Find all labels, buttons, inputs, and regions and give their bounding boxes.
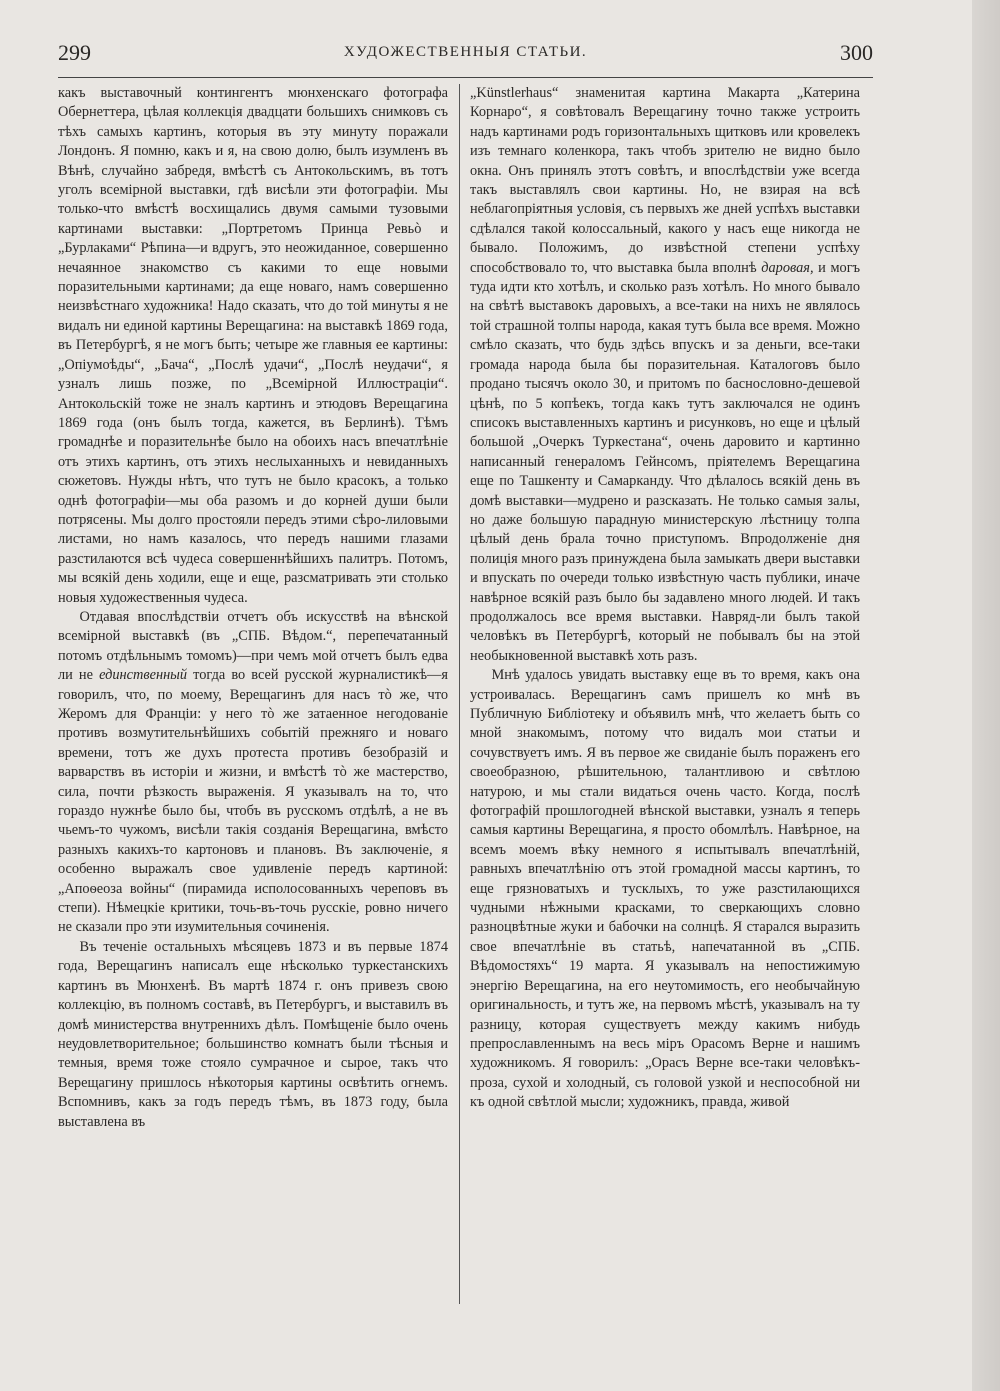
right-paragraph-1-emphasis: даровая,	[761, 259, 814, 276]
right-paragraph-1-text-b: и могъ туда идти кто хотѣлъ, и сколько разъ хотѣлъ. Но много бывало на свѣтѣ выставокъ даровыхъ, а все-таки на нихъ не являлось той страшной толпы народа, какая тутъ была все время. Можно смѣло сказать, что будь здѣсь впускъ и за деньги, все-таки громада народа была бы поразительная. Каталоговъ было продано тысячъ около 30, и притомъ по баснословно-дешевой цѣнѣ, по 5 копѣекъ, тогда какъ тутъ заключался не одинъ списокъ выставленныхъ картинъ и рисунковъ, но еще и цѣлый большой „Очеркъ Туркестана“, очень даровито и картинно написанный генераломъ Гейнсомъ, пріятелемъ Верещагина еще по Ташкенту и Самарканду. Что дѣлалось всякій день въ домѣ выставки—мудрено и разсказать. Не только самыя залы, но даже большую парадную министерскую лѣстницу толпа цѣлый день брала точно приступомъ. Впродолженіе дня полиція много разъ принуждена была замыкать двери выставки и впускать по очереди только извѣстную часть публики, иначе навѣрное всякій разъ было бы задавлено много людей. И такъ продолжалось все время выставки. Навряд-ли былъ такой человѣкъ въ Петербургѣ, который не побывалъ бы на этой необыкновенной выставкѣ хоть разъ.	[470, 259, 860, 664]
column-divider	[459, 84, 460, 1304]
right-page-number: 300	[840, 40, 873, 65]
page-header	[58, 40, 873, 74]
left-page-number: 299	[58, 40, 91, 65]
left-paragraph-2-text-b: тогда во всей русской журналистикѣ—я говорилъ, что, по моему, Верещагинъ для насъ тò же, что Жеромъ для Франціи: у него тò же затаенное негодованіе противъ возмутительнѣйшихъ событій прежняго и новаго времени, тотъ же духъ протеста противъ безобразій и варварствъ въ исторіи и жизни, и вмѣстѣ тò же мастерство, сила, почти рѣзкость выраженія. Я указывалъ на то, что гораздо нужнѣе было бы, чтобъ въ русскомъ отдѣлѣ, а не въ чьемъ-то чужомъ, висѣли такія созданія Верещагина, вмѣсто разныхъ какихъ-то картоновъ и плановъ. Въ заключеніе, я особенно выражалъ свое удивленіе передъ картиной: „Апоѳеоза войны“ (пирамида исполосованныхъ череповъ въ степи). Нѣмецкіе критики, точь-въ-точь русскіе, ровно ничего не сказали про эти изумительныя сочиненія.	[58, 667, 448, 936]
left-paragraph-2	[58, 608, 448, 938]
page-edge	[972, 0, 1000, 1391]
right-paragraph-1	[470, 84, 860, 666]
right-paragraph-1-text-a: „Künstlerhaus“ знаменитая картина Макарта „Катерина Корнаро“, я совѣтовалъ Верещагину точно также устроить надъ картинами родъ горизонтальныхъ щитковъ или кровелекъ изъ темнаго коленкора, такъ чтобъ зрителю не видно было окна. Онъ принялъ этотъ совѣтъ, и впослѣдствіи уже всегда такъ выставлялъ свои картины. Но, не взирая на всѣ неблагопріятныя условія, съ первыхъ же дней успѣхъ выставки сдѣлался такой колоссальный, какого у насъ еще никогда не бывало. Положимъ, до извѣстной степени успѣху способствовало то, что выставка была вполнѣ	[470, 85, 860, 276]
right-paragraph-2: Мнѣ удалось увидать выставку еще въ то время, какъ она устроивалась. Верещагинъ самъ пришелъ ко мнѣ въ Публичную Библіотеку и объявилъ мнѣ, что желаетъ быть со мной знакомымъ, потому что видалъ мои статьи и сочувствуетъ имъ. Я въ первое же свиданіе былъ пораженъ его своеобразною, рѣшительною, талантливою и свѣтлою натурою, и мы стали видаться очень часто. Когда, послѣ фотографій прошлогодней вѣнской выставки, узналъ я теперь самыя картины Верещагина, я просто обомлѣлъ. Навѣрное, на всемъ моемъ вѣку немного я испытывалъ впечатлѣній, равныхъ впечатлѣнію отъ этой громадной массы картинъ, то еще грязноватыхъ и тусклыхъ, то уже разстилающихся чудными нѣжными красками, то сверкающихъ словно разноцвѣтные жуки и бабочки на солнцѣ. Я старался выразить свое впечатлѣніе въ статьѣ, напечатанной въ „СПБ. Вѣдомостяхъ“ 19 марта. Я указывалъ на непостижимую энергію Верещагина, на его неутомимость, его необычайную оригинальность, и тутъ же, на первомъ мѣстѣ, указывалъ на ту разницу, которая существуетъ между какимъ нибудь препрославленнымъ на весь міръ Орасомъ Верне и нашимъ художникомъ. Я говорилъ: „Орасъ Верне все-таки человѣкъ-проза, сухой и холодный, съ головой узкой и неспособной ни къ одной свѣтлой мысли; художникъ, правда, живой	[470, 667, 860, 1111]
header-rule	[58, 77, 873, 78]
left-paragraph-2-text-a: Отдавая впослѣдствіи отчетъ объ искусствѣ на вѣнской всемірной выставкѣ (въ „СПБ. Вѣдом.“, перепечатанный потомъ отдѣльнымъ томомъ)—при чемъ мой отчетъ былъ едва ли не	[58, 608, 448, 684]
left-column	[58, 84, 448, 1132]
left-paragraph-3: Въ теченіе остальныхъ мѣсяцевъ 1873 и въ первые 1874 года, Верещагинъ написалъ еще нѣсколько туркестанскихъ картинъ въ Мюнхенѣ. Въ мартѣ 1874 г. онъ привезъ свою коллекцію, въ полномъ составѣ, въ Петербургъ, и выставилъ въ домѣ министерства внутреннихъ дѣлъ. Помѣщеніе было очень неудовлетворительное; большинство комнатъ были тѣсныя и темныя, время тоже стояло сумрачное и сырое, такъ что Верещагину пришлось нѣкоторыя картины освѣтить огнемъ. Вспомнивъ, какъ за годъ передъ тѣмъ, въ 1873 году, была выставлена въ	[58, 938, 448, 1130]
right-column	[470, 84, 860, 1113]
running-head-title: ХУДОЖЕСТВЕННЫЯ СТАТЬИ.	[343, 44, 588, 60]
left-paragraph-1: какъ выставочный контингентъ мюнхенскаго фотографа Обернеттера, цѣлая коллекція двадцати большихъ снимковъ съ тѣхъ самыхъ картинъ, которыя въ эту минуту поражали Лондонъ. Я помню, какъ и я, на свою долю, былъ изумленъ въ Вѣнѣ, случайно забредя, вмѣстѣ съ Антокольскимъ, въ тотъ уголъ всемірной выставки, гдѣ висѣли эти фотографіи. Мы только-что вмѣстѣ восхищались двумя самыми тузовыми картинами выставки: „Портретомъ Принца Ревьò и „Бурлаками“ Рѣпина—и вдругъ, это неожиданное, совершенно нечаянное знакомство съ какими то еще новыми поразительными картинами; да еще новаго, намъ совершенно неизвѣстнаго художника! Надо сказать, что до той минуты я не видалъ ни единой картины Верещагина: на выставкѣ 1869 года, въ Петербургѣ, я не могъ быть; четыре же главныя ее картины: „Опіумоѣды“, „Бача“, „Послѣ удачи“, „Послѣ неудачи“, я узналъ лишь позже, по „Всемірной Иллюстраціи“. Антокольскій тоже не зналъ картинъ и этюдовъ Верещагина 1869 года (онъ былъ тогда, кажется, въ Берлинѣ). Тѣмъ громаднѣе и поразительнѣе было на обоихъ насъ впечатлѣніе отъ этихъ картинъ, отъ этихъ неслыханныхъ и невиданныхъ сюжетовъ. Нужды нѣтъ, что тутъ не было красокъ, а только однѣ фотографіи—мы оба разомъ и до корней души были потрясены. Мы долго простояли передъ этими сѣро-лиловыми листами, но намъ казалось, что передъ нашими глазами разстилаются всѣ чудеса совершеннѣйшихъ палитръ. Потомъ, мы всякій день ходили, еще и еще, разсматривать эти столько новыя художественныя чудеса.	[58, 85, 448, 606]
left-paragraph-2-emphasis: единственный	[99, 667, 188, 684]
